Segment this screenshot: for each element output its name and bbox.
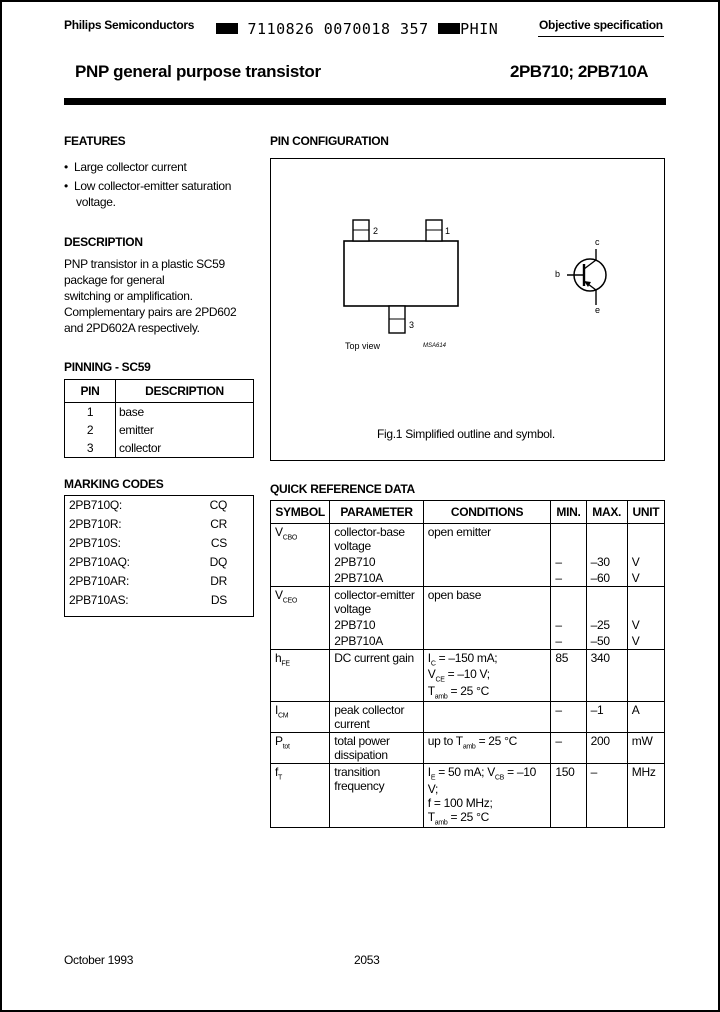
unit-cell: V [627, 633, 664, 650]
pin-number: 1 [65, 403, 116, 422]
description-line-4: Complementary pairs are 2PD602 [64, 305, 237, 319]
description-line-1: PNP transistor in a plastic SC59 [64, 257, 225, 271]
min-cell: – [551, 554, 586, 570]
cond-text: = 25 °C [475, 734, 517, 749]
min-column-header: MIN. [551, 501, 586, 524]
symbol-cell [271, 702, 330, 733]
title-divider [64, 98, 666, 105]
marking-type: 2PB710R: [69, 517, 122, 531]
symbol-subscript: FE [281, 660, 290, 668]
table-row [65, 403, 254, 422]
conditions-cell [423, 764, 551, 828]
marking-codes-table [64, 495, 254, 617]
parameter-text: dissipation [334, 748, 388, 763]
symbol-cell [271, 764, 330, 828]
feature-bullet-2-cont: voltage. [76, 195, 116, 209]
base-label: b [555, 269, 561, 279]
min-cell: 150 [551, 764, 586, 828]
parameter-text: frequency [334, 779, 385, 794]
symbol-cell [271, 524, 330, 555]
conditions-cell [423, 617, 551, 633]
max-cell [586, 587, 627, 618]
parameter-cell [330, 587, 423, 618]
package-body [344, 241, 458, 306]
parameter-text: voltage [334, 602, 371, 616]
parameter-cell: 2PB710 [330, 617, 423, 633]
unit-column-header: UNIT [627, 501, 664, 524]
symbol-cell [271, 650, 330, 702]
marking-type: 2PB710AQ: [69, 555, 130, 569]
pinning-header-row [65, 380, 254, 403]
list-item [69, 555, 227, 569]
marking-type: 2PB710AS: [69, 593, 129, 607]
unit-cell: MHz [627, 764, 664, 828]
min-cell: – [551, 633, 586, 650]
pin-number: 2 [65, 421, 116, 439]
parameter-cell: 2PB710A [330, 633, 423, 650]
barcode-block [438, 23, 460, 34]
symbol-cell [271, 554, 330, 570]
barcode-block [216, 23, 238, 34]
cond-text: = 50 mA; V [435, 765, 495, 780]
table-row [271, 650, 665, 702]
parameter-text: current [334, 717, 370, 732]
max-cell: –60 [586, 570, 627, 587]
cond-text: T [427, 683, 435, 698]
marking-code: DQ [209, 555, 227, 569]
unit-cell [627, 650, 664, 702]
parameter-text: transition [334, 765, 380, 780]
min-cell: – [551, 702, 586, 733]
min-cell: – [551, 617, 586, 633]
cond-text: T [427, 809, 435, 824]
unit-cell [627, 524, 664, 555]
marking-type: 2PB710Q: [69, 498, 122, 512]
list-item [69, 593, 227, 607]
symbol-main: f [275, 765, 279, 780]
max-cell [586, 524, 627, 555]
cond-text: = –10 V; [444, 667, 490, 682]
list-item [69, 498, 227, 512]
unit-cell: V [627, 570, 664, 587]
parameter-cell [330, 733, 423, 764]
cond-sub: CE [435, 676, 445, 684]
symbol-subscript: T [278, 774, 283, 782]
marking-type: 2PB710S: [69, 536, 121, 550]
document-code-suffix: PHIN [460, 20, 499, 38]
symbol-main: h [275, 651, 282, 665]
table-row [271, 733, 665, 764]
parameter-cell [330, 764, 423, 828]
feature-bullet-2: • Low collector-emitter saturation [64, 179, 232, 193]
cond-text: I [427, 651, 431, 665]
cond-sub: amb [434, 693, 448, 701]
unit-cell: V [627, 554, 664, 570]
symbol-cell [271, 617, 330, 633]
min-cell: 85 [551, 650, 586, 702]
figure-code: MSA614 [423, 343, 447, 349]
table-row [271, 587, 665, 618]
list-item [69, 517, 227, 531]
table-row [271, 554, 665, 570]
symbol-subscript: CM [278, 712, 289, 720]
table-row [271, 702, 665, 733]
cond-text: = 25 °C [447, 809, 489, 824]
header-rule [538, 36, 664, 37]
conditions-cell [423, 702, 551, 733]
parameter-text: collector-emitter [334, 588, 415, 602]
document-code [216, 20, 498, 38]
unit-cell: V [627, 617, 664, 633]
marking-codes-heading: MARKING CODES [64, 477, 164, 491]
pinning-heading: PINNING - SC59 [64, 360, 151, 374]
document-code-text: 7110826 0070018 357 [247, 20, 429, 38]
qrd-header-row [271, 501, 665, 524]
table-row [65, 421, 254, 439]
symbol-main: V [275, 525, 283, 539]
list-item [69, 574, 227, 588]
max-cell: 340 [586, 650, 627, 702]
cond-text: I [427, 765, 431, 780]
pin-column-header: PIN [65, 380, 116, 403]
unit-cell: A [627, 702, 664, 733]
pin-configuration-heading: PIN CONFIGURATION [270, 134, 389, 148]
min-cell [551, 524, 586, 555]
part-number: 2PB710; 2PB710A [510, 62, 649, 81]
pin-number: 3 [65, 439, 116, 458]
footer-page-number: 2053 [354, 953, 380, 967]
symbol-main: I [275, 703, 279, 718]
pin-description: collector [116, 439, 254, 458]
conditions-cell [423, 570, 551, 587]
figure-box [270, 158, 665, 461]
parameter-text: collector-base [334, 525, 405, 539]
cond-sub: E [430, 774, 436, 782]
marking-code: CR [210, 517, 227, 531]
features-heading: FEATURES [64, 134, 126, 148]
table-row [271, 570, 665, 587]
conditions-column-header: CONDITIONS [423, 501, 551, 524]
parameter-text: voltage [334, 539, 371, 553]
list-item [69, 536, 227, 550]
table-row [271, 633, 665, 650]
cond-text: = –10 V; [427, 765, 536, 796]
spec-status: Objective specification [539, 18, 663, 32]
description-line-5: and 2PD602A respectively. [64, 321, 200, 335]
package-outline-diagram [271, 159, 664, 460]
symbol-main: V [275, 588, 283, 602]
pnp-transistor-symbol [567, 249, 606, 305]
conditions-cell [423, 554, 551, 570]
company-name: Philips Semiconductors [64, 18, 195, 32]
collector-label: c [595, 237, 600, 247]
pin-description: base [116, 403, 254, 422]
max-cell: –1 [586, 702, 627, 733]
symbol-subscript: CBO [282, 534, 297, 542]
quick-reference-heading: QUICK REFERENCE DATA [270, 482, 415, 496]
conditions-cell [423, 633, 551, 650]
max-column-header: MAX. [586, 501, 627, 524]
min-cell: – [551, 733, 586, 764]
description-line-3: switching or amplification. [64, 289, 193, 303]
figure-caption: Fig.1 Simplified outline and symbol. [377, 427, 555, 441]
cond-sub: amb [462, 743, 476, 751]
parameter-cell [330, 702, 423, 733]
cond-text: = 25 °C [447, 683, 489, 698]
unit-cell [627, 587, 664, 618]
symbol-column-header: SYMBOL [271, 501, 330, 524]
cond-sub: amb [434, 818, 448, 826]
cond-sub: CB [494, 774, 505, 782]
top-view-label: Top view [345, 341, 381, 351]
unit-cell: mW [627, 733, 664, 764]
feature-text: Large collector current [73, 160, 187, 174]
parameter-cell: 2PB710A [330, 570, 423, 587]
datasheet-page [2, 2, 718, 1010]
table-row [65, 439, 254, 458]
feature-bullet-1: • Large collector current [64, 160, 187, 174]
emitter-label: e [595, 305, 601, 315]
description-column-header: DESCRIPTION [116, 380, 254, 403]
symbol-main: P [275, 734, 283, 749]
cond-text: V [427, 667, 436, 682]
parameter-cell [330, 524, 423, 555]
conditions-cell: open base [423, 587, 551, 618]
cond-sub: C [430, 660, 436, 668]
marking-code: CS [210, 536, 227, 550]
symbol-subscript: CEO [282, 597, 297, 605]
parameter-text: peak collector [334, 703, 405, 718]
min-cell: – [551, 570, 586, 587]
quick-reference-table [270, 500, 665, 828]
marking-code: DR [210, 574, 227, 588]
cond-text: up to T [427, 734, 463, 749]
pin-description: emitter [116, 421, 254, 439]
cond-text: f = 100 MHz; [427, 795, 493, 810]
parameter-text: total power [334, 734, 390, 749]
min-cell [551, 587, 586, 618]
pin-3-label: 3 [409, 320, 415, 330]
pin-1-label: 1 [445, 226, 451, 236]
symbol-subscript: tot [282, 743, 290, 751]
symbol-cell [271, 733, 330, 764]
description-heading: DESCRIPTION [64, 235, 143, 249]
footer-date: October 1993 [64, 953, 134, 967]
symbol-cell [271, 570, 330, 587]
marking-code: DS [210, 593, 227, 607]
parameter-column-header: PARAMETER [330, 501, 423, 524]
description-line-2: package for general [64, 273, 165, 287]
marking-type: 2PB710AR: [69, 574, 130, 588]
symbol-cell [271, 587, 330, 618]
pinning-table [64, 379, 254, 458]
max-cell: –50 [586, 633, 627, 650]
cond-text: = –150 mA; [435, 651, 498, 665]
conditions-cell: open emitter [423, 524, 551, 555]
symbol-cell [271, 633, 330, 650]
feature-text: Low collector-emitter saturation [73, 179, 232, 193]
page-title: PNP general purpose transistor [75, 62, 321, 81]
parameter-cell: DC current gain [330, 650, 423, 702]
table-row [271, 764, 665, 828]
marking-code: CQ [209, 498, 227, 512]
max-cell: 200 [586, 733, 627, 764]
parameter-cell: 2PB710 [330, 554, 423, 570]
conditions-cell [423, 650, 551, 702]
max-cell: –25 [586, 617, 627, 633]
max-cell: –30 [586, 554, 627, 570]
table-row [271, 617, 665, 633]
conditions-cell [423, 733, 551, 764]
max-cell: – [586, 764, 627, 828]
pin-2-label: 2 [373, 226, 379, 236]
table-row [271, 524, 665, 555]
